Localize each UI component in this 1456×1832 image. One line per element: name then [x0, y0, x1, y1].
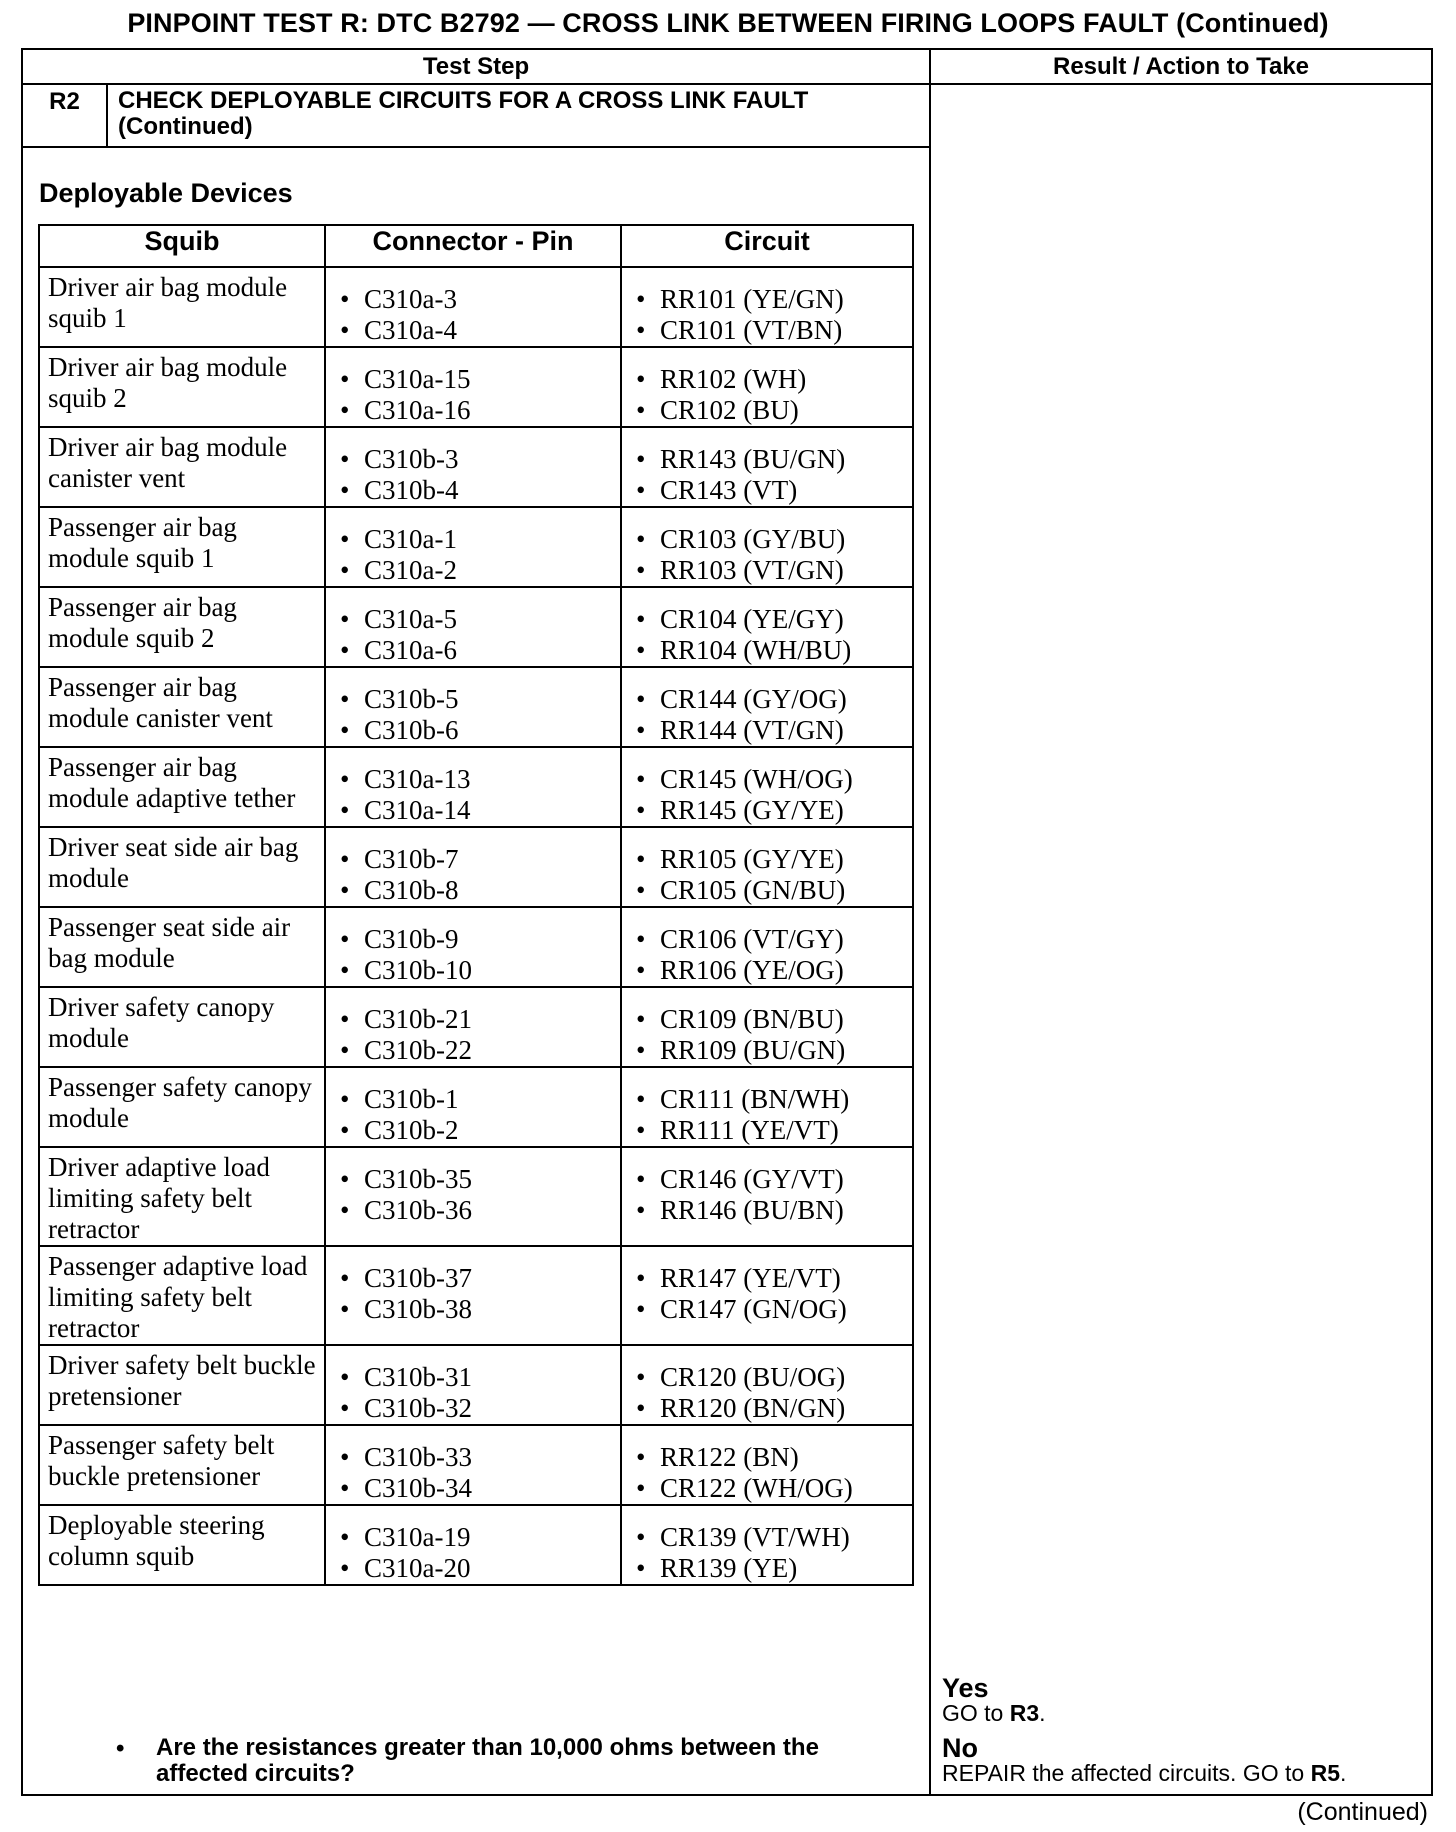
pin-text: C310b-38 — [364, 1294, 472, 1324]
circuit-text: CR144 (GY/OG) — [660, 684, 847, 714]
bullet: • — [340, 315, 350, 345]
pin-item — [340, 924, 616, 955]
bullet: • — [340, 1362, 350, 1392]
pin-text: C310b-10 — [364, 955, 472, 985]
circuit-text: CR105 (GN/BU) — [660, 875, 846, 905]
circuit-item — [636, 1115, 908, 1146]
bullet: • — [636, 1164, 646, 1194]
bullet: • — [636, 1522, 646, 1552]
connector-pin-cell — [325, 1147, 621, 1246]
pin-text: C310b-34 — [364, 1473, 472, 1503]
circuit-item — [636, 475, 908, 506]
table-row — [39, 1147, 913, 1246]
connector-pin-cell — [325, 1246, 621, 1345]
circuit-item — [636, 955, 908, 986]
pin-item — [340, 635, 616, 666]
circuit-text: CR147 (GN/OG) — [660, 1294, 847, 1324]
circuit-text: CR101 (VT/BN) — [660, 315, 843, 345]
yes-action-suffix: . — [1039, 1700, 1046, 1726]
result-yes-label: Yes — [942, 1673, 989, 1703]
bullet: • — [636, 364, 646, 394]
yes-action-step-link[interactable]: R3 — [1009, 1700, 1040, 1726]
bullet: • — [340, 395, 350, 425]
circuit-text: RR120 (BN/GN) — [660, 1393, 846, 1423]
circuit-item — [636, 1362, 908, 1393]
pin-text: C310a-16 — [364, 395, 471, 425]
pin-text: C310a-19 — [364, 1522, 471, 1552]
squib-cell: Driver safety belt buckle pretensioner — [39, 1345, 325, 1425]
connector-pin-cell — [325, 827, 621, 907]
circuit-item — [636, 875, 908, 906]
pin-text: C310b-35 — [364, 1164, 472, 1194]
bullet: • — [636, 315, 646, 345]
circuit-text: RR146 (BU/BN) — [660, 1195, 844, 1225]
connector-pin-cell — [325, 267, 621, 347]
circuit-cell — [621, 587, 913, 667]
pin-item — [340, 524, 616, 555]
pin-item — [340, 955, 616, 986]
table-row — [39, 667, 913, 747]
pin-item — [340, 1035, 616, 1066]
circuit-item — [636, 924, 908, 955]
circuit-cell — [621, 1147, 913, 1246]
pin-text: C310a-4 — [364, 315, 457, 345]
bullet: • — [636, 475, 646, 505]
table-row — [39, 987, 913, 1067]
bullet: • — [340, 715, 350, 745]
pin-text: C310a-15 — [364, 364, 471, 394]
result-no-label: No — [942, 1733, 978, 1763]
circuit-cell — [621, 907, 913, 987]
connector-pin-cell — [325, 907, 621, 987]
bullet: • — [340, 284, 350, 314]
squib-cell: Driver air bag module canister vent — [39, 427, 325, 507]
squib-cell: Driver safety canopy module — [39, 987, 325, 1067]
pin-item — [340, 395, 616, 426]
circuit-text: RR144 (VT/GN) — [660, 715, 844, 745]
connector-pin-cell — [325, 1067, 621, 1147]
table-row — [39, 1067, 913, 1147]
circuit-text: RR109 (BU/GN) — [660, 1035, 846, 1065]
circuit-text: RR143 (BU/GN) — [660, 444, 846, 474]
circuit-text: CR120 (BU/OG) — [660, 1362, 846, 1392]
bullet: • — [340, 555, 350, 585]
bullet: • — [340, 875, 350, 905]
bullet: • — [340, 475, 350, 505]
bullet: • — [340, 1263, 350, 1293]
connector-pin-cell — [325, 1425, 621, 1505]
circuit-item — [636, 444, 908, 475]
pin-item — [340, 1263, 616, 1294]
bullet: • — [636, 684, 646, 714]
circuit-text: RR139 (YE) — [660, 1553, 798, 1583]
circuit-text: CR143 (VT) — [660, 475, 798, 505]
circuit-item — [636, 555, 908, 586]
circuit-text: CR139 (VT/WH) — [660, 1522, 850, 1552]
connector-pin-cell — [325, 587, 621, 667]
table-header-row — [39, 225, 913, 267]
bullet: • — [636, 1115, 646, 1145]
pin-text: C310a-3 — [364, 284, 457, 314]
circuit-text: RR105 (GY/YE) — [660, 844, 844, 874]
pin-text: C310a-2 — [364, 555, 457, 585]
pin-item — [340, 1473, 616, 1504]
circuit-item — [636, 284, 908, 315]
connector-pin-cell — [325, 987, 621, 1067]
table-row — [39, 1345, 913, 1425]
question-text: Are the resistances greater than 10,000 ohms between the affected circuits? — [156, 1734, 819, 1787]
circuit-item — [636, 795, 908, 826]
result-yes-action — [942, 1700, 1046, 1727]
circuit-item — [636, 1553, 908, 1584]
bullet: • — [340, 1195, 350, 1225]
bullet: • — [636, 875, 646, 905]
pin-text: C310b-36 — [364, 1195, 472, 1225]
table-row — [39, 907, 913, 987]
pin-text: C310a-13 — [364, 764, 471, 794]
table-row — [39, 507, 913, 587]
bullet: • — [636, 764, 646, 794]
pin-item — [340, 795, 616, 826]
pin-item — [340, 1164, 616, 1195]
column-header-connector-pin: Connector - Pin — [325, 225, 621, 267]
connector-pin-cell — [325, 507, 621, 587]
bullet: • — [340, 1473, 350, 1503]
circuit-text: RR122 (BN) — [660, 1442, 799, 1472]
pin-text: C310a-5 — [364, 604, 457, 634]
pin-item — [340, 315, 616, 346]
section-title: Deployable Devices — [39, 178, 293, 208]
bullet: • — [340, 1522, 350, 1552]
bullet: • — [340, 364, 350, 394]
bullet: • — [636, 635, 646, 665]
circuit-cell — [621, 347, 913, 427]
circuit-text: RR147 (YE/VT) — [660, 1263, 841, 1293]
bullet: • — [340, 955, 350, 985]
bullet: • — [636, 1553, 646, 1583]
pin-item — [340, 875, 616, 906]
circuit-cell — [621, 1505, 913, 1585]
circuit-text: CR106 (VT/GY) — [660, 924, 844, 954]
bullet: • — [636, 555, 646, 585]
table-row — [39, 587, 913, 667]
bullet: • — [340, 684, 350, 714]
circuit-item — [636, 1522, 908, 1553]
bullet: • — [636, 395, 646, 425]
header-divider — [21, 83, 1433, 85]
circuit-item — [636, 524, 908, 555]
question-bullet: • — [116, 1735, 125, 1762]
pin-item — [340, 1195, 616, 1226]
circuit-text: CR109 (BN/BU) — [660, 1004, 844, 1034]
squib-cell: Passenger seat side air bag module — [39, 907, 325, 987]
bullet: • — [636, 1294, 646, 1324]
pin-item — [340, 844, 616, 875]
column-header-squib: Squib — [39, 225, 325, 267]
pin-text: C310b-1 — [364, 1084, 459, 1114]
pin-text: C310b-5 — [364, 684, 459, 714]
circuit-cell — [621, 667, 913, 747]
table-body — [39, 267, 913, 1585]
circuit-text: CR104 (YE/GY) — [660, 604, 844, 634]
pin-item — [340, 1004, 616, 1035]
squib-cell: Passenger air bag module adaptive tether — [39, 747, 325, 827]
bullet: • — [636, 284, 646, 314]
circuit-text: RR111 (YE/VT) — [660, 1115, 839, 1145]
bullet: • — [636, 524, 646, 554]
pin-item — [340, 1522, 616, 1553]
circuit-item — [636, 395, 908, 426]
pin-item — [340, 1442, 616, 1473]
circuit-text: RR101 (YE/GN) — [660, 284, 844, 314]
circuit-cell — [621, 427, 913, 507]
circuit-cell — [621, 747, 913, 827]
circuit-text: RR145 (GY/YE) — [660, 795, 844, 825]
no-action-prefix: REPAIR the affected circuits. GO to — [942, 1760, 1311, 1786]
bullet: • — [340, 1035, 350, 1065]
connector-pin-cell — [325, 347, 621, 427]
deployable-devices-table — [38, 224, 914, 1586]
column-header-circuit: Circuit — [621, 225, 913, 267]
bullet: • — [636, 715, 646, 745]
circuit-text: RR106 (YE/OG) — [660, 955, 844, 985]
pin-item — [340, 1084, 616, 1115]
pin-item — [340, 364, 616, 395]
connector-pin-cell — [325, 667, 621, 747]
pin-text: C310b-8 — [364, 875, 459, 905]
circuit-item — [636, 364, 908, 395]
pin-text: C310a-6 — [364, 635, 457, 665]
bullet: • — [636, 1263, 646, 1293]
bullet: • — [636, 795, 646, 825]
pin-text: C310b-9 — [364, 924, 459, 954]
pin-text: C310b-33 — [364, 1442, 472, 1472]
pin-item — [340, 604, 616, 635]
pin-item — [340, 764, 616, 795]
circuit-item — [636, 715, 908, 746]
circuit-item — [636, 1004, 908, 1035]
table-row — [39, 347, 913, 427]
squib-cell: Passenger air bag module squib 2 — [39, 587, 325, 667]
bullet: • — [340, 1553, 350, 1583]
circuit-item — [636, 1263, 908, 1294]
table-row — [39, 1505, 913, 1585]
table-row — [39, 427, 913, 507]
table-row — [39, 267, 913, 347]
circuit-item — [636, 315, 908, 346]
table-row — [39, 1246, 913, 1345]
bullet: • — [636, 955, 646, 985]
squib-cell: Driver air bag module squib 1 — [39, 267, 325, 347]
bullet: • — [340, 635, 350, 665]
no-action-suffix: . — [1339, 1760, 1347, 1786]
bullet: • — [340, 604, 350, 634]
bullet: • — [636, 1393, 646, 1423]
bullet: • — [636, 844, 646, 874]
pin-text: C310b-6 — [364, 715, 459, 745]
circuit-text: CR103 (GY/BU) — [660, 524, 846, 554]
connector-pin-cell — [325, 1345, 621, 1425]
bullet: • — [340, 1393, 350, 1423]
bullet: • — [636, 1362, 646, 1392]
squib-cell: Passenger safety belt buckle pretensioner — [39, 1425, 325, 1505]
circuit-item — [636, 1084, 908, 1115]
circuit-text: CR146 (GY/VT) — [660, 1164, 844, 1194]
bullet: • — [636, 444, 646, 474]
bullet: • — [636, 1442, 646, 1472]
step-id-separator — [106, 85, 108, 146]
no-action-step-link[interactable]: R5 — [1310, 1760, 1340, 1786]
circuit-item — [636, 604, 908, 635]
circuit-text: CR122 (WH/OG) — [660, 1473, 853, 1503]
circuit-text: RR103 (VT/GN) — [660, 555, 844, 585]
bullet: • — [340, 444, 350, 474]
bullet: • — [636, 1195, 646, 1225]
pin-text: C310a-20 — [364, 1553, 471, 1583]
pin-item — [340, 715, 616, 746]
table-row — [39, 747, 913, 827]
pin-item — [340, 1362, 616, 1393]
pin-item — [340, 684, 616, 715]
pin-item — [340, 1115, 616, 1146]
column-divider — [929, 48, 931, 1796]
bullet: • — [340, 764, 350, 794]
circuit-cell — [621, 1345, 913, 1425]
bullet: • — [636, 604, 646, 634]
bullet: • — [340, 1294, 350, 1324]
connector-pin-cell — [325, 747, 621, 827]
pin-item — [340, 555, 616, 586]
bullet: • — [340, 844, 350, 874]
bullet: • — [340, 924, 350, 954]
circuit-text: CR145 (WH/OG) — [660, 764, 853, 794]
connector-pin-cell — [325, 1505, 621, 1585]
pin-text: C310b-37 — [364, 1263, 472, 1293]
bullet: • — [636, 1084, 646, 1114]
bullet: • — [636, 1473, 646, 1503]
bullet: • — [340, 1115, 350, 1145]
step-box-border — [21, 146, 931, 148]
circuit-cell — [621, 987, 913, 1067]
circuit-item — [636, 1294, 908, 1325]
circuit-item — [636, 1473, 908, 1504]
bullet: • — [340, 1004, 350, 1034]
pin-text: C310b-32 — [364, 1393, 472, 1423]
circuit-text: CR111 (BN/WH) — [660, 1084, 850, 1114]
circuit-cell — [621, 1425, 913, 1505]
squib-cell: Deployable steering column squib — [39, 1505, 325, 1585]
circuit-item — [636, 844, 908, 875]
circuit-item — [636, 1195, 908, 1226]
circuit-cell — [621, 827, 913, 907]
circuit-cell — [621, 267, 913, 347]
bullet: • — [340, 1442, 350, 1472]
pin-text: C310b-7 — [364, 844, 459, 874]
pin-item — [340, 475, 616, 506]
bullet: • — [340, 795, 350, 825]
step-id: R2 — [49, 88, 80, 115]
bullet: • — [340, 524, 350, 554]
pin-item — [340, 444, 616, 475]
pin-item — [340, 284, 616, 315]
squib-cell: Driver seat side air bag module — [39, 827, 325, 907]
circuit-cell — [621, 1246, 913, 1345]
pin-text: C310b-21 — [364, 1004, 472, 1034]
result-no-action — [942, 1760, 1346, 1787]
yes-action-prefix: GO to — [942, 1700, 1010, 1726]
bullet: • — [340, 1084, 350, 1114]
circuit-item — [636, 764, 908, 795]
bullet: • — [340, 1164, 350, 1194]
pin-item — [340, 1393, 616, 1424]
pin-text: C310b-4 — [364, 475, 459, 505]
circuit-item — [636, 684, 908, 715]
pin-text: C310a-1 — [364, 524, 457, 554]
circuit-item — [636, 1442, 908, 1473]
bullet: • — [636, 1035, 646, 1065]
squib-cell: Passenger air bag module canister vent — [39, 667, 325, 747]
pin-text: C310b-3 — [364, 444, 459, 474]
circuit-cell — [621, 507, 913, 587]
pin-item — [340, 1553, 616, 1584]
page-title: PINPOINT TEST R: DTC B2792 — CROSS LINK BETWEEN FIRING LOOPS FAULT (Continued) — [127, 8, 1329, 38]
pin-text: C310a-14 — [364, 795, 471, 825]
circuit-cell — [621, 1067, 913, 1147]
pin-item — [340, 1294, 616, 1325]
squib-cell: Passenger safety canopy module — [39, 1067, 325, 1147]
pin-text: C310b-2 — [364, 1115, 459, 1145]
bullet: • — [636, 924, 646, 954]
circuit-item — [636, 1393, 908, 1424]
squib-cell: Passenger adaptive load limiting safety belt retractor — [39, 1246, 325, 1345]
continued-footer: (Continued) — [1297, 1798, 1428, 1826]
connector-pin-cell — [325, 427, 621, 507]
squib-cell: Driver air bag module squib 2 — [39, 347, 325, 427]
circuit-text: RR102 (WH) — [660, 364, 807, 394]
circuit-text: RR104 (WH/BU) — [660, 635, 852, 665]
header-result-action: Result / Action to Take — [1052, 53, 1310, 80]
circuit-text: CR102 (BU) — [660, 395, 799, 425]
squib-cell: Driver adaptive load limiting safety belt retractor — [39, 1147, 325, 1246]
table-row — [39, 827, 913, 907]
step-title: CHECK DEPLOYABLE CIRCUITS FOR A CROSS LINK FAULT (Continued) — [118, 87, 809, 140]
squib-cell: Passenger air bag module squib 1 — [39, 507, 325, 587]
bullet: • — [636, 1004, 646, 1034]
pin-text: C310b-22 — [364, 1035, 472, 1065]
circuit-item — [636, 1164, 908, 1195]
circuit-item — [636, 1035, 908, 1066]
table-row — [39, 1425, 913, 1505]
circuit-item — [636, 635, 908, 666]
pin-text: C310b-31 — [364, 1362, 472, 1392]
header-test-step: Test Step — [422, 53, 530, 80]
